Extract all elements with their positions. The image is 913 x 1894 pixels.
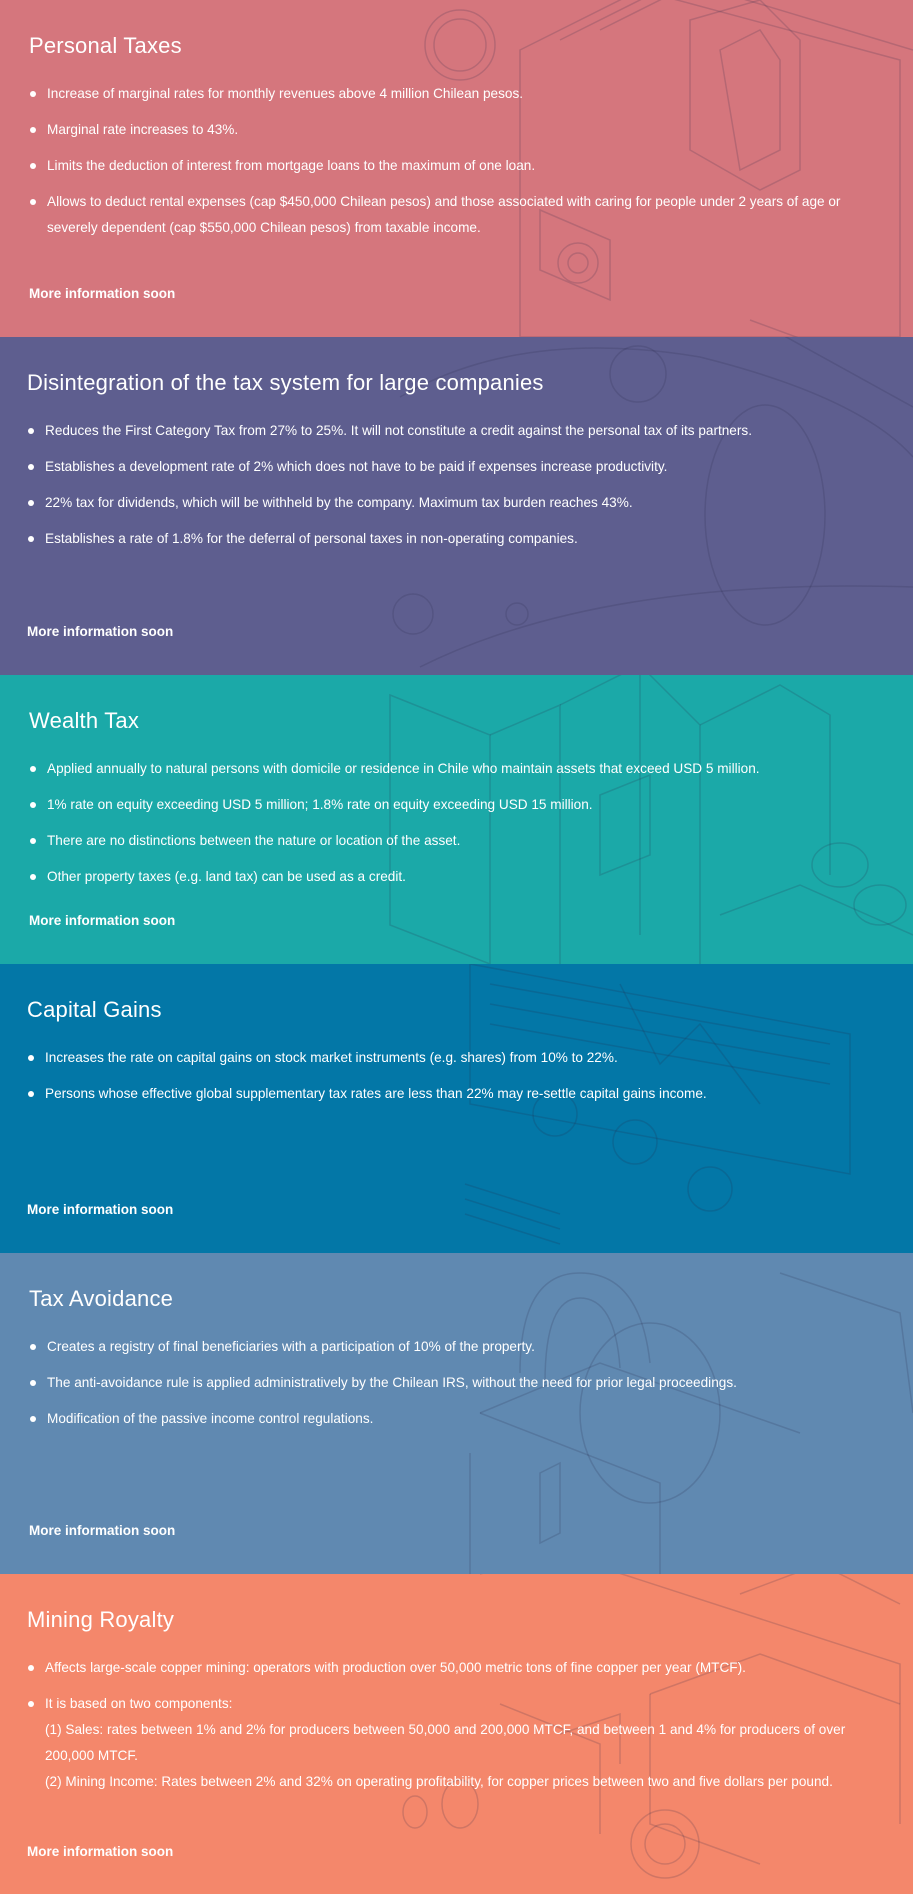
- bullet-list: [27, 1045, 887, 1107]
- section-title: Wealth Tax: [29, 708, 140, 733]
- bullet-list: [27, 1655, 872, 1795]
- section-title: Capital Gains: [27, 997, 162, 1022]
- section-mining-royalty: [0, 1574, 913, 1894]
- section-capital-gains: [0, 964, 913, 1253]
- more-information-link[interactable]: More information soon: [29, 1523, 176, 1538]
- more-information-link[interactable]: More information soon: [27, 1844, 174, 1859]
- bullet-list: [29, 1334, 889, 1432]
- list-item: Other property taxes (e.g. land tax) can be used as a credit.: [29, 864, 889, 890]
- list-item: Creates a registry of final beneficiaries with a participation of 10% of the property.: [29, 1334, 889, 1360]
- more-information-link[interactable]: More information soon: [29, 286, 176, 301]
- list-item: 1% rate on equity exceeding USD 5 million; 1.8% rate on equity exceeding USD 15 million.: [29, 792, 889, 818]
- section-personal-taxes: [0, 0, 913, 337]
- list-item: There are no distinctions between the nature or location of the asset.: [29, 828, 889, 854]
- section-title: Disintegration of the tax system for large companies: [27, 370, 544, 395]
- list-item: Applied annually to natural persons with domicile or residence in Chile who maintain assets that exceed USD 5 million.: [29, 756, 889, 782]
- list-item-components: [27, 1691, 872, 1795]
- list-item: Limits the deduction of interest from mortgage loans to the maximum of one loan.: [29, 153, 874, 179]
- list-item: Reduces the First Category Tax from 27% to 25%. It will not constitute a credit against the personal tax of its partners.: [27, 418, 887, 444]
- bullet-list: [29, 81, 874, 241]
- list-item: Increases the rate on capital gains on stock market instruments (e.g. shares) from 10% to 22%.: [27, 1045, 887, 1071]
- list-item: Allows to deduct rental expenses (cap $450,000 Chilean pesos) and those associated with caring for people under 2 years of age or severely dependent (cap $550,000 Chilean pesos) from taxable income.: [29, 189, 874, 241]
- list-item: Marginal rate increases to 43%.: [29, 117, 874, 143]
- more-information-link[interactable]: More information soon: [27, 624, 174, 639]
- list-item: Persons whose effective global supplementary tax rates are less than 22% may re-settle capital gains income.: [27, 1081, 887, 1107]
- section-tax-avoidance: [0, 1253, 913, 1574]
- bullet-list: [29, 756, 889, 890]
- section-title: Mining Royalty: [27, 1607, 175, 1632]
- section-title: Personal Taxes: [29, 33, 182, 58]
- list-item: The anti-avoidance rule is applied administratively by the Chilean IRS, without the need for prior legal proceedings.: [29, 1370, 889, 1396]
- bullet-list: [27, 418, 887, 552]
- more-information-link[interactable]: More information soon: [29, 913, 176, 928]
- list-item: Modification of the passive income control regulations.: [29, 1406, 889, 1432]
- section-title: Tax Avoidance: [29, 1286, 174, 1311]
- list-item: Establishes a development rate of 2% which does not have to be paid if expenses increase productivity.: [27, 454, 887, 480]
- more-information-link[interactable]: More information soon: [27, 1202, 174, 1217]
- section-disintegration: [0, 337, 913, 675]
- list-item: Increase of marginal rates for monthly revenues above 4 million Chilean pesos.: [29, 81, 874, 107]
- components-sales: (1) Sales: rates between 1% and 2% for producers between 50,000 and 200,000 MTCF, and between 1 and 4% for producers of over 200,000 MTCF.: [45, 1722, 846, 1763]
- section-wealth-tax: [0, 675, 913, 964]
- list-item: Establishes a rate of 1.8% for the deferral of personal taxes in non-operating companies.: [27, 526, 887, 552]
- components-intro: It is based on two components:: [45, 1696, 233, 1711]
- components-income: (2) Mining Income: Rates between 2% and 32% on operating profitability, for copper prices between two and five dollars per pound.: [45, 1774, 833, 1789]
- list-item: 22% tax for dividends, which will be withheld by the company. Maximum tax burden reaches 43%.: [27, 490, 887, 516]
- list-item: Affects large-scale copper mining: operators with production over 50,000 metric tons of fine copper per year (MTCF).: [27, 1655, 872, 1681]
